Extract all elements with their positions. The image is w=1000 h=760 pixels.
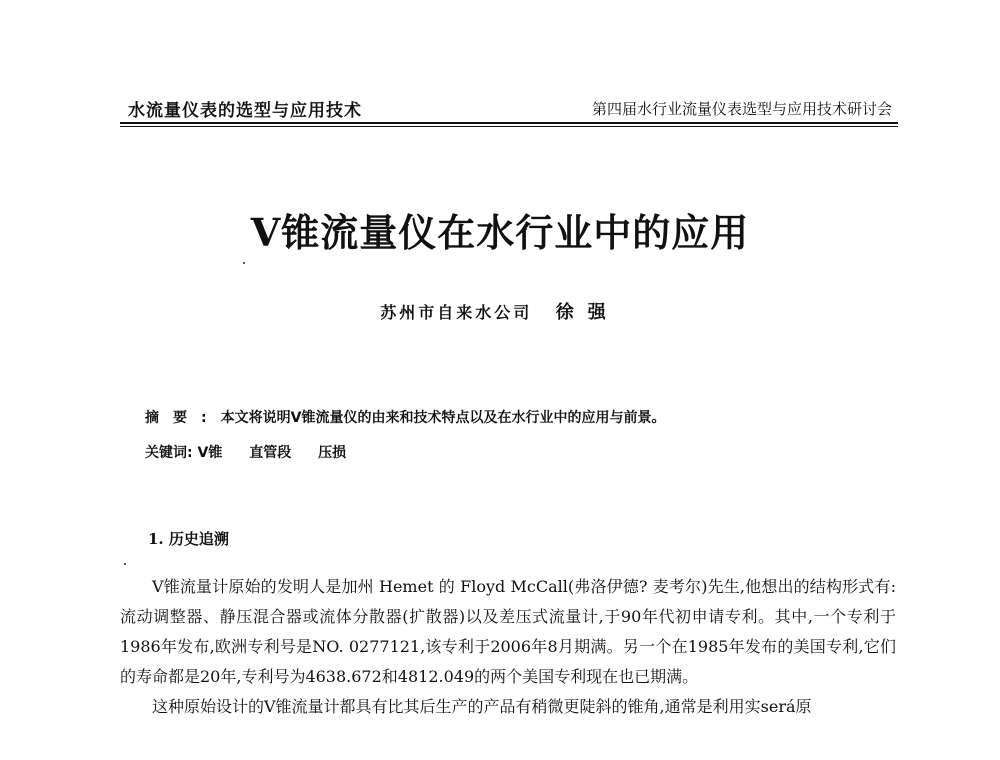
section-heading: 1. 历史追溯: [148, 530, 229, 548]
keyword-item: 直管段: [249, 445, 292, 461]
running-header: [120, 96, 898, 124]
author-name: 徐强: [555, 302, 620, 323]
paragraph: 这种原始设计的V锥流量计都具有比其后生产的产品有稍微更陡斜的锥角,通常是利用实será原: [152, 697, 812, 716]
header-right-title: 第四届水行业流量仪表选型与应用技术研讨会: [591, 100, 892, 118]
speck: [243, 262, 245, 264]
header-left-title: 水流量仪表的选型与应用技术: [128, 101, 362, 121]
abstract-text: 本文将说明V锥流量仪的由来和技术特点以及在水行业中的应用与前景。: [220, 410, 666, 426]
paragraph: V锥流量计原始的发明人是加州 Hemet 的 Floyd McCall(弗洛伊德? 麦考尔)先生,他想出的结构形式有:流动调整器、静压混合器或流体分散器(扩散器)以及差压式流量计,于90年代初申请专利。其中,一个专利于1986年发布,欧洲专利号是NO. 0277121,该专利于2006年8月期满。另一个在1985年发布的美国专利,它们的寿命都是20年,专利号为4638.672和4812.049的两个美国专利现在也已期满。: [120, 577, 896, 686]
header-rule-thin: [120, 126, 898, 127]
abstract: [145, 407, 885, 427]
body-text: [120, 572, 896, 722]
keyword-item: 压损: [318, 445, 347, 461]
author-line: [0, 298, 1000, 324]
keywords-label: 关键词:: [145, 445, 193, 461]
author-affiliation: 苏州市自来水公司: [380, 303, 533, 322]
header-rule: [120, 122, 898, 124]
abstract-label: 摘要:: [145, 410, 221, 426]
speck: [124, 563, 126, 565]
keyword-item: V锥: [197, 445, 223, 461]
keywords: [145, 442, 885, 462]
paper-title: V锥流量仪在水行业中的应用: [250, 210, 750, 255]
